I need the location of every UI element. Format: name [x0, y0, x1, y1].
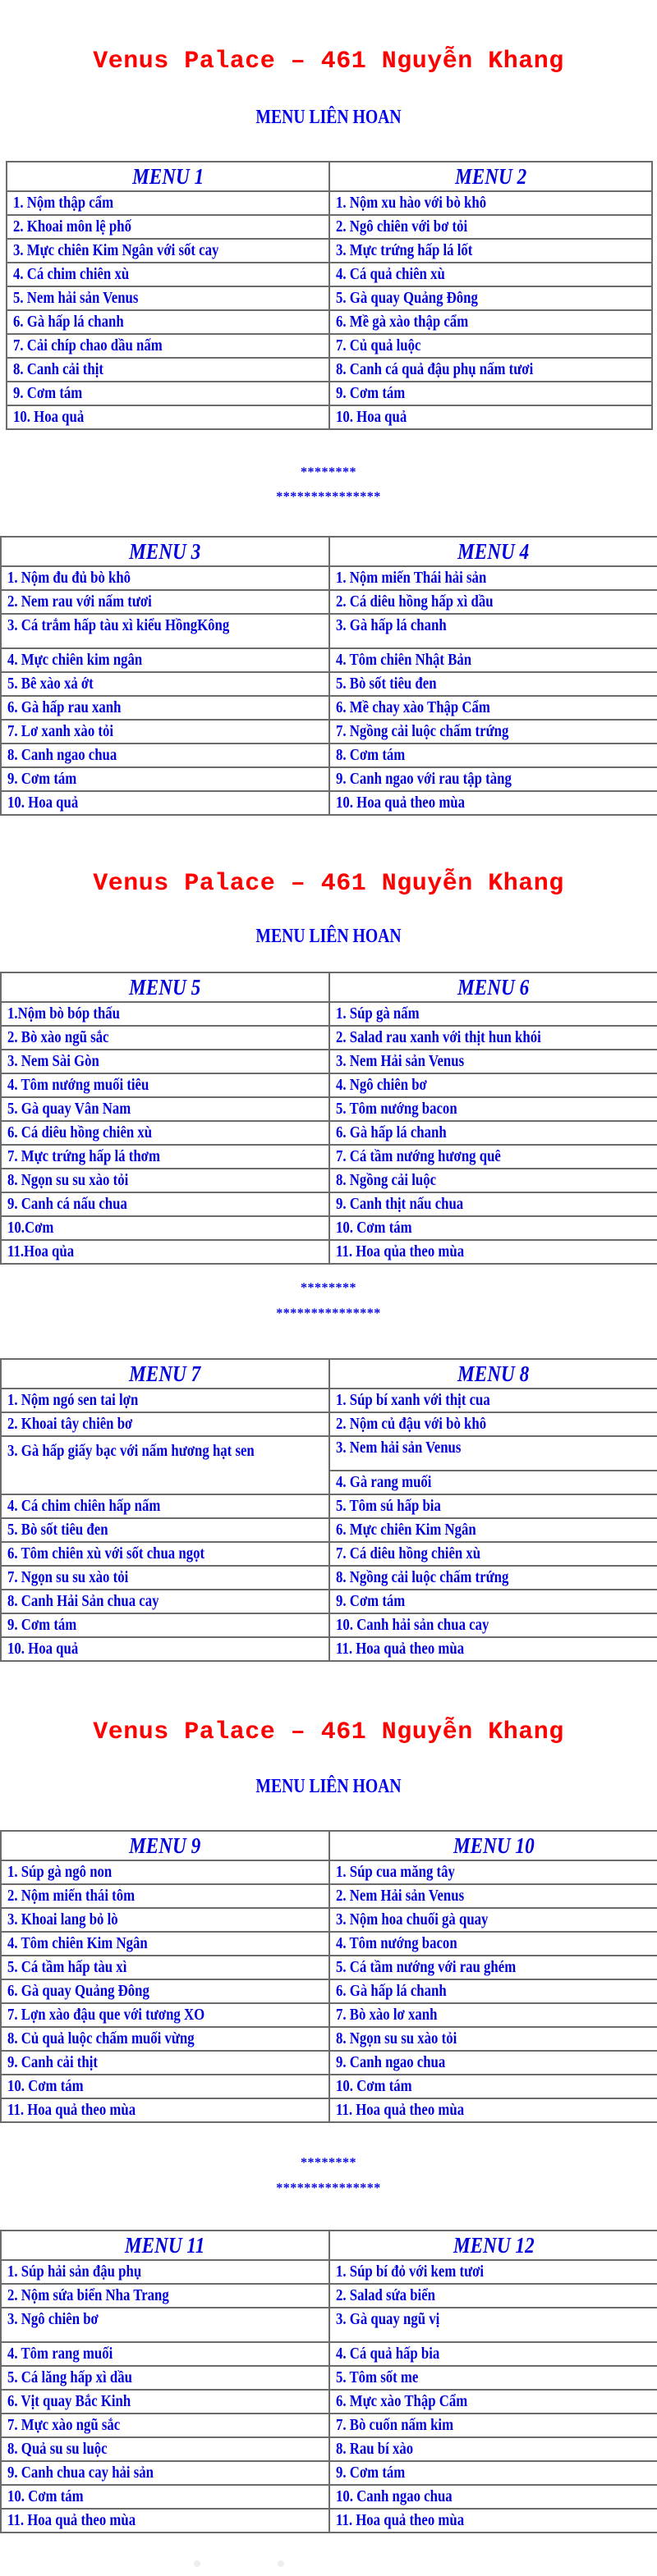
menu-item: 6. Gà hấp lá chanh	[329, 1121, 657, 1145]
menu-item: 7. Cải chíp chao dầu nấm	[7, 334, 329, 358]
menu-item: 8. Canh Hải Sản chua cay	[1, 1590, 329, 1613]
table-row	[1, 1518, 657, 1542]
menu-item: 6. Gà quay Quảng Đông	[1, 1979, 329, 2003]
menu-item: 9. Cơm tám	[1, 767, 329, 791]
menu-item: 11. Hoa quả theo mùa	[1, 2098, 329, 2122]
menu-item: 8. Canh cá quả đậu phụ nấm tươi	[329, 358, 652, 382]
venue-title: Venus Palace – 461 Nguyễn Khang	[93, 1718, 564, 1746]
menu-item: 4. Cá quả chiên xù	[329, 263, 652, 286]
menu-item: 8. Canh cải thịt	[7, 358, 329, 382]
table-row	[1, 2342, 657, 2366]
venue-title: Venus Palace – 461 Nguyễn Khang	[93, 870, 564, 898]
menu-item: 8. Ngồng cải luộc	[329, 1169, 657, 1192]
menu-item: 9. Canh chua cay hải sản	[1, 2461, 329, 2485]
table-row	[1, 1073, 657, 1097]
menu-item: 9. Canh thịt nấu chua	[329, 1192, 657, 1216]
menu-item: 5. Cá tầm nướng với rau ghém	[329, 1956, 657, 1979]
menu-item: 11. Hoa qủa theo mùa	[329, 1240, 657, 1264]
menu-item: 5. Tôm sốt me	[329, 2366, 657, 2390]
stars-divider-long: ***************	[276, 490, 381, 504]
menu-item: 5. Nem hải sản Venus	[7, 286, 329, 310]
menu-item: 7. Lợn xào đậu que với tương XO	[1, 2003, 329, 2027]
table-row	[1, 1494, 657, 1518]
table-row	[1, 1097, 657, 1121]
table-row	[7, 334, 652, 358]
table-row	[1, 2051, 657, 2075]
menu-item: 1.Nộm bò bóp thấu	[1, 1002, 329, 1026]
table-row	[1, 1169, 657, 1192]
table-row	[1, 1956, 657, 1979]
table-row	[1, 1542, 657, 1566]
stars-divider-long: ***************	[276, 1306, 381, 1320]
table-row	[1, 1908, 657, 1932]
menu-item: 8. Ngồng cải luộc chấm trứng	[329, 1566, 657, 1590]
menu-4-title: MENU 4	[329, 537, 657, 566]
table-row	[1, 767, 657, 791]
menu-5-title: MENU 5	[1, 972, 329, 1002]
menu-subtitle: MENU LIÊN HOAN	[255, 107, 402, 128]
menu-item: 5. Bê xào xả ớt	[1, 672, 329, 696]
table-row	[1, 1026, 657, 1050]
menu-item: 10. Canh ngao chua	[329, 2485, 657, 2509]
menu-table-7-8	[0, 1358, 657, 1662]
table-row	[7, 191, 652, 215]
table-row	[1, 2485, 657, 2509]
table-row	[1, 2461, 657, 2485]
table-row	[1, 1436, 657, 1471]
menu-item: 9. Cơm tám	[329, 2461, 657, 2485]
venue-title: Venus Palace – 461 Nguyễn Khang	[93, 48, 564, 75]
menu-item: 10. Hoa quả	[7, 405, 329, 429]
menu-item: 7. Ngọn su su xào tỏi	[1, 1566, 329, 1590]
table-row	[1, 1860, 657, 1884]
menu-item: 3. Gà quay ngũ vị	[329, 2308, 657, 2342]
table-row	[7, 310, 652, 334]
table-header-row	[7, 162, 652, 191]
menu-item: 7. Ngồng cải luộc chấm trứng	[329, 720, 657, 744]
menu-item: 5. Gà quay Vân Nam	[1, 1097, 329, 1121]
menu-table-11-12	[0, 2230, 657, 2533]
menu-item: 6. Mề gà xào thập cẩm	[329, 310, 652, 334]
menu-item: 3. Nem Sài Gòn	[1, 1050, 329, 1073]
menu-item: 4. Ngô chiên bơ	[329, 1073, 657, 1097]
menu-9-title: MENU 9	[1, 1831, 329, 1860]
table-row	[7, 263, 652, 286]
menu-item: 7. Bò cuốn nấm kim	[329, 2414, 657, 2437]
menu-item: 1. Súp gà nấm	[329, 1002, 657, 1026]
table-row	[7, 215, 652, 239]
menu-item: 7. Mực xào ngũ sắc	[1, 2414, 329, 2437]
menu-item: 6. Gà hấp lá chanh	[7, 310, 329, 334]
menu-item: 6. Mề chay xào Thập Cẩm	[329, 696, 657, 720]
menu-item: 7. Củ quả luộc	[329, 334, 652, 358]
menu-item: 7. Lơ xanh xào tỏi	[1, 720, 329, 744]
table-row	[1, 1932, 657, 1956]
menu-item: 11. Hoa quả theo mùa	[329, 2509, 657, 2533]
menu-item: 4. Cá chim chiên hấp nấm	[1, 1494, 329, 1518]
table-row	[1, 614, 657, 648]
menu-item: 4. Mực chiên kim ngân	[1, 648, 329, 672]
menu-item: 3. Cá trắm hấp tàu xì kiểu HồngKông	[1, 614, 329, 648]
table-row	[1, 2003, 657, 2027]
menu-item: 7. Mực trứng hấp lá thơm	[1, 1145, 329, 1169]
stars-divider-long: ***************	[276, 2181, 381, 2195]
table-header-row	[1, 1831, 657, 1860]
menu-item: 4. Tôm nướng bacon	[329, 1932, 657, 1956]
menu-item: 9. Cơm tám	[329, 1590, 657, 1613]
menu-item: 4. Tôm chiên Nhật Bản	[329, 648, 657, 672]
menu-item: 10. Hoa quả	[329, 405, 652, 429]
table-row	[1, 2075, 657, 2098]
table-header-row	[1, 2231, 657, 2260]
table-row	[1, 744, 657, 767]
menu-item: 3. Nem Hải sản Venus	[329, 1050, 657, 1073]
table-row	[1, 1002, 657, 1026]
decorative-dot	[278, 2560, 284, 2567]
table-row	[7, 239, 652, 263]
menu-item: 10. Cơm tám	[329, 1216, 657, 1240]
menu-item: 3. Mực chiên Kim Ngân với sốt cay	[7, 239, 329, 263]
menu-10-title: MENU 10	[329, 1831, 657, 1860]
table-row	[7, 382, 652, 405]
table-row	[1, 2308, 657, 2342]
menu-item: 2. Khoai tây chiên bơ	[1, 1412, 329, 1436]
menu-item: 1. Nộm đu đủ bò khô	[1, 566, 329, 590]
menu-item: 6. Gà hấp rau xanh	[1, 696, 329, 720]
menu-item: 5. Gà quay Quảng Đông	[329, 286, 652, 310]
menu-item: 9. Cơm tám	[329, 382, 652, 405]
table-row	[1, 1240, 657, 1264]
menu-item: 4. Tôm rang muối	[1, 2342, 329, 2366]
menu-item: 8. Ngọn su su xào tỏi	[1, 1169, 329, 1192]
table-row	[1, 1145, 657, 1169]
menu-item: 2. Cá diêu hồng hấp xì dầu	[329, 590, 657, 614]
menu-item: 6. Mực xào Thập Cẩm	[329, 2390, 657, 2414]
menu-item: 2. Nộm củ đậu với bò khô	[329, 1412, 657, 1436]
menu-3-title: MENU 3	[1, 537, 329, 566]
menu-item: 10. Hoa quả theo mùa	[329, 791, 657, 815]
table-header-row	[1, 537, 657, 566]
menu-subtitle: MENU LIÊN HOAN	[255, 1776, 402, 1797]
table-row	[1, 1192, 657, 1216]
table-row	[1, 1121, 657, 1145]
menu-item: 2. Nem rau với nấm tươi	[1, 590, 329, 614]
menu-item: 7. Cá tầm nướng hương quê	[329, 1145, 657, 1169]
menu-item: 4. Cá chim chiên xù	[7, 263, 329, 286]
menu-item: 8. Cơm tám	[329, 744, 657, 767]
menu-item: 10. Cơm tám	[1, 2485, 329, 2509]
menu-item: 3. Nộm hoa chuối gà quay	[329, 1908, 657, 1932]
menu-item: 11. Hoa quả theo mùa	[1, 2509, 329, 2533]
menu-item: 2. Nộm miến thái tôm	[1, 1884, 329, 1908]
table-row	[7, 286, 652, 310]
menu-item: 1. Nộm miến Thái hải sản	[329, 566, 657, 590]
stars-divider-short: ********	[301, 2156, 356, 2170]
menu-item: 1. Nộm thập cẩm	[7, 191, 329, 215]
menu-item: 9. Cơm tám	[1, 1613, 329, 1637]
menu-item: 6. Gà hấp lá chanh	[329, 1979, 657, 2003]
menu-item: 6. Tôm chiên xù với sốt chua ngọt	[1, 1542, 329, 1566]
menu-item: 3. Mực trứng hấp lá lốt	[329, 239, 652, 263]
menu-item: 9. Canh cá nấu chua	[1, 1192, 329, 1216]
table-row	[1, 2284, 657, 2308]
menu-7-title: MENU 7	[1, 1359, 329, 1389]
menu-item: 10. Hoa quả	[1, 791, 329, 815]
menu-item: 3. Nem hải sản Venus	[329, 1436, 657, 1471]
table-row	[1, 1884, 657, 1908]
menu-item: 11. Hoa quả theo mùa	[329, 1637, 657, 1661]
stars-divider-short: ********	[301, 1281, 356, 1295]
table-row	[1, 1216, 657, 1240]
menu-item: 5. Tôm nướng bacon	[329, 1097, 657, 1121]
table-row	[1, 2509, 657, 2533]
menu-item: 4. Cá quả hấp bia	[329, 2342, 657, 2366]
menu-item: 8. Quả su su luộc	[1, 2437, 329, 2461]
menu-item: 3. Khoai lang bỏ lò	[1, 1908, 329, 1932]
menu-item: 3. Gà hấp lá chanh	[329, 614, 657, 648]
menu-6-title: MENU 6	[329, 972, 657, 1002]
table-row	[1, 2414, 657, 2437]
table-row	[1, 2027, 657, 2051]
menu-item: 10.Cơm	[1, 1216, 329, 1240]
menu-item: 8. Củ quả luộc chấm muối vừng	[1, 2027, 329, 2051]
table-row	[1, 2390, 657, 2414]
menu-item: 10. Cơm tám	[329, 2075, 657, 2098]
menu-item: 6. Vịt quay Bắc Kinh	[1, 2390, 329, 2414]
menu-item: 11.Hoa qủa	[1, 1240, 329, 1264]
table-row	[1, 720, 657, 744]
menu-item: 10. Cơm tám	[1, 2075, 329, 2098]
menu-table-5-6	[0, 972, 657, 1265]
decorative-dot	[194, 2560, 200, 2567]
table-row	[7, 405, 652, 429]
menu-item: 4. Tôm nướng muối tiêu	[1, 1073, 329, 1097]
table-row	[1, 1389, 657, 1412]
menu-1-title: MENU 1	[7, 162, 329, 191]
table-header-row	[1, 972, 657, 1002]
table-row	[7, 358, 652, 382]
table-row	[1, 1979, 657, 2003]
menu-item: 3. Gà hấp giấy bạc với nấm hương hạt sen	[1, 1436, 329, 1494]
table-row	[1, 2098, 657, 2122]
table-row	[1, 2260, 657, 2284]
menu-item: 5. Cá lăng hấp xì dầu	[1, 2366, 329, 2390]
menu-item: 9. Canh cải thịt	[1, 2051, 329, 2075]
menu-item: 2. Bò xào ngũ sắc	[1, 1026, 329, 1050]
menu-item: 8. Ngọn su su xào tỏi	[329, 2027, 657, 2051]
menu-item: 2. Ngô chiên với bơ tỏi	[329, 215, 652, 239]
menu-item: 1. Súp cua măng tây	[329, 1860, 657, 1884]
table-row	[1, 672, 657, 696]
stars-divider-short: ********	[301, 465, 356, 479]
menu-item: 2. Nem Hải sản Venus	[329, 1884, 657, 1908]
menu-12-title: MENU 12	[329, 2231, 657, 2260]
menu-item: 5. Cá tầm hấp tàu xì	[1, 1956, 329, 1979]
table-row	[1, 1613, 657, 1637]
menu-item: 5. Tôm sú hấp bia	[329, 1494, 657, 1518]
table-row	[1, 696, 657, 720]
menu-11-title: MENU 11	[1, 2231, 329, 2260]
menu-item: 1. Nộm xu hào với bò khô	[329, 191, 652, 215]
menu-item: 10. Canh hải sản chua cay	[329, 1613, 657, 1637]
menu-item: 4. Gà rang muối	[329, 1471, 657, 1494]
menu-item: 8. Canh ngao chua	[1, 744, 329, 767]
menu-item: 6. Mực chiên Kim Ngân	[329, 1518, 657, 1542]
menu-item: 2. Nộm sứa biển Nha Trang	[1, 2284, 329, 2308]
menu-item: 1. Nộm ngó sen tai lợn	[1, 1389, 329, 1412]
menu-item: 5. Bò sốt tiêu đen	[1, 1518, 329, 1542]
menu-item: 2. Salad rau xanh với thịt hun khói	[329, 1026, 657, 1050]
menu-item: 2. Khoai môn lệ phố	[7, 215, 329, 239]
table-row	[1, 590, 657, 614]
table-row	[1, 566, 657, 590]
menu-item: 1. Súp gà ngô non	[1, 1860, 329, 1884]
table-header-row	[1, 1359, 657, 1389]
menu-item: 11. Hoa quả theo mùa	[329, 2098, 657, 2122]
menu-item: 7. Bò xào lơ xanh	[329, 2003, 657, 2027]
menu-item: 1. Súp bí xanh với thịt cua	[329, 1389, 657, 1412]
table-row	[1, 1050, 657, 1073]
menu-table-9-10	[0, 1830, 657, 2123]
menu-8-title: MENU 8	[329, 1359, 657, 1389]
menu-item: 9. Cơm tám	[7, 382, 329, 405]
menu-item: 3. Ngô chiên bơ	[1, 2308, 329, 2342]
menu-table-1-2	[6, 161, 653, 430]
menu-table-3-4	[0, 536, 657, 816]
menu-item: 5. Bò sốt tiêu đen	[329, 672, 657, 696]
menu-item: 7. Cá diêu hồng chiên xù	[329, 1542, 657, 1566]
table-row	[1, 648, 657, 672]
menu-item: 6. Cá diêu hồng chiên xù	[1, 1121, 329, 1145]
menu-item: 8. Rau bí xào	[329, 2437, 657, 2461]
menu-item: 9. Canh ngao chua	[329, 2051, 657, 2075]
table-row	[1, 1566, 657, 1590]
menu-item: 2. Salad sứa biển	[329, 2284, 657, 2308]
table-row	[1, 1412, 657, 1436]
menu-item: 1. Súp hải sản đậu phụ	[1, 2260, 329, 2284]
table-row	[1, 2437, 657, 2461]
menu-item: 4. Tôm chiên Kim Ngân	[1, 1932, 329, 1956]
table-row	[1, 791, 657, 815]
menu-2-title: MENU 2	[329, 162, 652, 191]
table-row	[1, 2366, 657, 2390]
table-row	[1, 1637, 657, 1661]
table-row	[1, 1590, 657, 1613]
menu-item: 1. Súp bí đỏ với kem tươi	[329, 2260, 657, 2284]
menu-subtitle: MENU LIÊN HOAN	[255, 926, 402, 947]
menu-item: 9. Canh ngao với rau tập tàng	[329, 767, 657, 791]
menu-item: 10. Hoa quả	[1, 1637, 329, 1661]
